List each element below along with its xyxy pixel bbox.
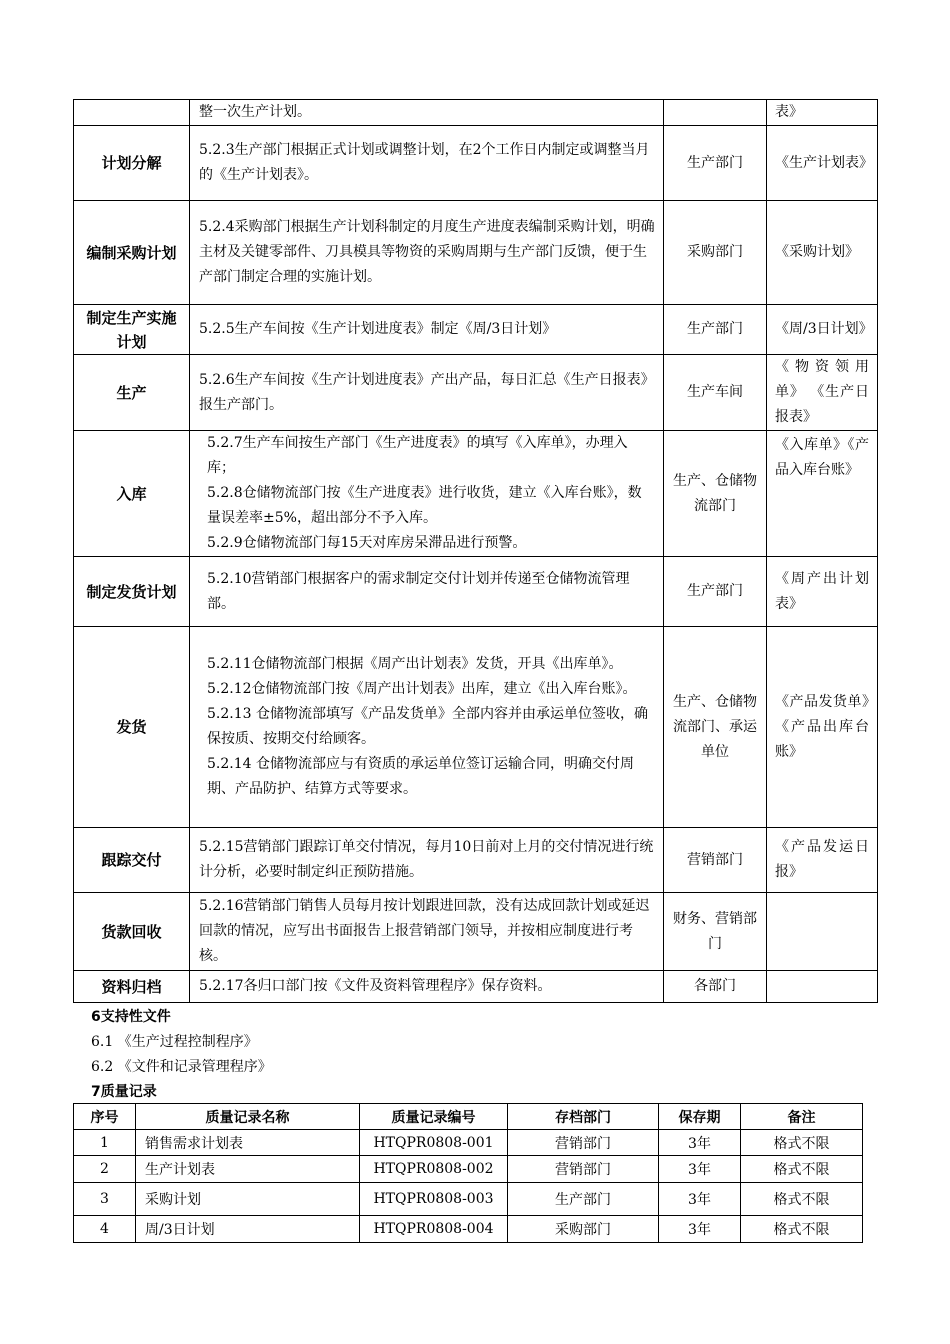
table-cell: 4 — [74, 1216, 136, 1243]
process-row — [74, 971, 878, 1003]
record-cell: 《周产出计划表》 — [767, 557, 878, 627]
content-cell — [190, 557, 664, 627]
dept-cell: 生产部门 — [664, 557, 767, 627]
stage-cell: 编制采购计划 — [74, 201, 190, 305]
table-cell: HTQPR0808-002 — [360, 1156, 508, 1183]
content-paragraph: 5.2.15营销部门跟踪订单交付情况，每月10日前对上月的交付情况进行统计分析，必要时制定纠正预防措施。 — [199, 839, 654, 880]
section7-heading: 7质量记录 — [91, 1084, 157, 1100]
stage-cell: 货款回收 — [74, 893, 190, 971]
table-cell: 2 — [74, 1156, 136, 1183]
content-cell — [190, 893, 664, 971]
record-cell: 《生产计划表》 — [767, 126, 878, 201]
content-cell — [190, 828, 664, 893]
record-cell: 《周/3日计划》 — [767, 305, 878, 355]
table-row — [74, 1183, 863, 1216]
process-row — [74, 828, 878, 893]
process-row — [74, 893, 878, 971]
dept-cell: 生产、仓储物流部门 — [664, 431, 767, 557]
dept-cell: 生产部门 — [664, 305, 767, 355]
dept-cell: 生产部门 — [664, 126, 767, 201]
content-cell — [190, 431, 664, 557]
table-cell: 3年 — [659, 1130, 741, 1156]
table-cell: 格式不限 — [741, 1130, 863, 1156]
table-cell: HTQPR0808-001 — [360, 1130, 508, 1156]
record-cell: 表》 — [767, 100, 878, 126]
dept-cell — [664, 100, 767, 126]
process-row — [74, 627, 878, 828]
column-header: 质量记录名称 — [136, 1104, 360, 1130]
content-paragraph: 5.2.4采购部门根据生产计划科制定的月度生产进度表编制采购计划，明确主材及关键零部件、刀具模具等物资的采购周期与生产部门反馈，便于生产部门制定合理的实施计划。 — [199, 219, 655, 285]
content-paragraph: 5.2.3生产部门根据正式计划或调整计划，在2个工作日内制定或调整当月的《生产计划表》。 — [199, 142, 650, 183]
table-cell: 格式不限 — [741, 1156, 863, 1183]
record-cell — [767, 893, 878, 971]
content-paragraph: 5.2.14 仓储物流部应与有资质的承运单位签订运输合同，明确交付周期、产品防护、结算方式等要求。 — [207, 756, 634, 797]
table-cell: 格式不限 — [741, 1216, 863, 1243]
quality-records-table — [73, 1103, 863, 1243]
process-row — [74, 100, 878, 126]
process-row — [74, 201, 878, 305]
process-row — [74, 355, 878, 431]
table-cell: 3年 — [659, 1183, 741, 1216]
record-cell: 《采购计划》 — [767, 201, 878, 305]
content-paragraph: 5.2.10营销部门根据客户的需求制定交付计划并传递至仓储物流管理部。 — [207, 570, 630, 612]
record-cell: 《产品发运日报》 — [767, 828, 878, 893]
table-row — [74, 1156, 863, 1183]
process-row — [74, 557, 878, 627]
table-cell: 3年 — [659, 1216, 741, 1243]
support-doc-item: 6.1 《生产过程控制程序》 — [91, 1034, 258, 1050]
stage-cell: 计划分解 — [74, 126, 190, 201]
table-cell: 销售需求计划表 — [136, 1130, 360, 1156]
stage-cell: 生产 — [74, 355, 190, 431]
content-paragraph: 5.2.9仓储物流部门每15天对库房呆滞品进行预警。 — [207, 535, 527, 551]
table-cell: 3年 — [659, 1156, 741, 1183]
process-row — [74, 431, 878, 557]
stage-cell: 制定生产实施计划 — [74, 305, 190, 355]
content-cell — [190, 971, 664, 1003]
process-table — [73, 99, 878, 1003]
table-cell: 1 — [74, 1130, 136, 1156]
content-paragraph: 5.2.12仓储物流部门按《周产出计划表》出库，建立《出入库台账》。 — [207, 681, 637, 697]
process-row — [74, 305, 878, 355]
table-cell: 格式不限 — [741, 1183, 863, 1216]
dept-cell: 财务、营销部门 — [664, 893, 767, 971]
column-header: 保存期 — [659, 1104, 741, 1130]
table-cell: 生产计划表 — [136, 1156, 360, 1183]
content-cell — [190, 627, 664, 828]
record-cell: 《物资领用单》 《生产日报表》 — [767, 355, 878, 431]
content-cell — [190, 201, 664, 305]
content-cell — [190, 355, 664, 431]
dept-cell: 营销部门 — [664, 828, 767, 893]
content-paragraph: 5.2.17各归口部门按《文件及资料管理程序》保存资料。 — [199, 978, 552, 994]
table-row — [74, 1130, 863, 1156]
stage-cell: 资料归档 — [74, 971, 190, 1003]
column-header: 备注 — [741, 1104, 863, 1130]
table-cell: 3 — [74, 1183, 136, 1216]
column-header: 存档部门 — [508, 1104, 659, 1130]
content-cell — [190, 126, 664, 201]
table-cell: 采购部门 — [508, 1216, 659, 1243]
table-cell: HTQPR0808-004 — [360, 1216, 508, 1243]
section6-heading: 6支持性文件 — [91, 1009, 171, 1025]
table-cell: 周/3日计划 — [136, 1216, 360, 1243]
content-paragraph: 5.2.8仓储物流部门按《生产进度表》进行收货，建立《入库台账》，数量误差率±5%，超出部分不予入库。 — [207, 485, 642, 526]
content-paragraph: 5.2.16营销部门销售人员每月按计划跟进回款，没有达成回款计划或延迟回款的情况，应写出书面报告上报营销部门领导，并按相应制度进行考核。 — [199, 898, 650, 964]
stage-cell: 入库 — [74, 431, 190, 557]
table-cell: 营销部门 — [508, 1156, 659, 1183]
record-cell: 《产品发货单》《产品出库台账》 — [767, 627, 878, 828]
dept-cell: 生产、仓储物流部门、承运单位 — [664, 627, 767, 828]
column-header: 序号 — [74, 1104, 136, 1130]
table-header-row — [74, 1104, 863, 1130]
support-doc-item: 6.2 《文件和记录管理程序》 — [91, 1059, 272, 1075]
dept-cell: 采购部门 — [664, 201, 767, 305]
record-cell: 《入库单》《产品入库台账》 — [767, 431, 878, 557]
content-paragraph: 5.2.6生产车间按《生产计划进度表》产出产品，每日汇总《生产日报表》报生产部门。 — [199, 371, 655, 413]
stage-cell: 跟踪交付 — [74, 828, 190, 893]
content-paragraph: 5.2.13 仓储物流部填写《产品发货单》全部内容并由承运单位签收，确保按质、按期交付给顾客。 — [207, 706, 648, 747]
dept-cell: 生产车间 — [664, 355, 767, 431]
stage-cell: 发货 — [74, 627, 190, 828]
dept-cell: 各部门 — [664, 971, 767, 1003]
table-cell: 采购计划 — [136, 1183, 360, 1216]
table-cell: 营销部门 — [508, 1130, 659, 1156]
content-paragraph: 5.2.5生产车间按《生产计划进度表》制定《周/3日计划》 — [199, 321, 557, 337]
record-cell — [767, 971, 878, 1003]
content-paragraph: 5.2.7生产车间按生产部门《生产进度表》的填写《入库单》，办理入库； — [207, 435, 628, 476]
stage-cell — [74, 100, 190, 126]
content-paragraph: 整一次生产计划。 — [199, 104, 311, 120]
table-row — [74, 1216, 863, 1243]
content-paragraph: 5.2.11仓储物流部门根据《周产出计划表》发货，开具《出库单》。 — [207, 656, 623, 672]
stage-cell: 制定发货计划 — [74, 557, 190, 627]
content-cell — [190, 100, 664, 126]
process-row — [74, 126, 878, 201]
content-cell — [190, 305, 664, 355]
table-cell: 生产部门 — [508, 1183, 659, 1216]
table-cell: HTQPR0808-003 — [360, 1183, 508, 1216]
column-header: 质量记录编号 — [360, 1104, 508, 1130]
